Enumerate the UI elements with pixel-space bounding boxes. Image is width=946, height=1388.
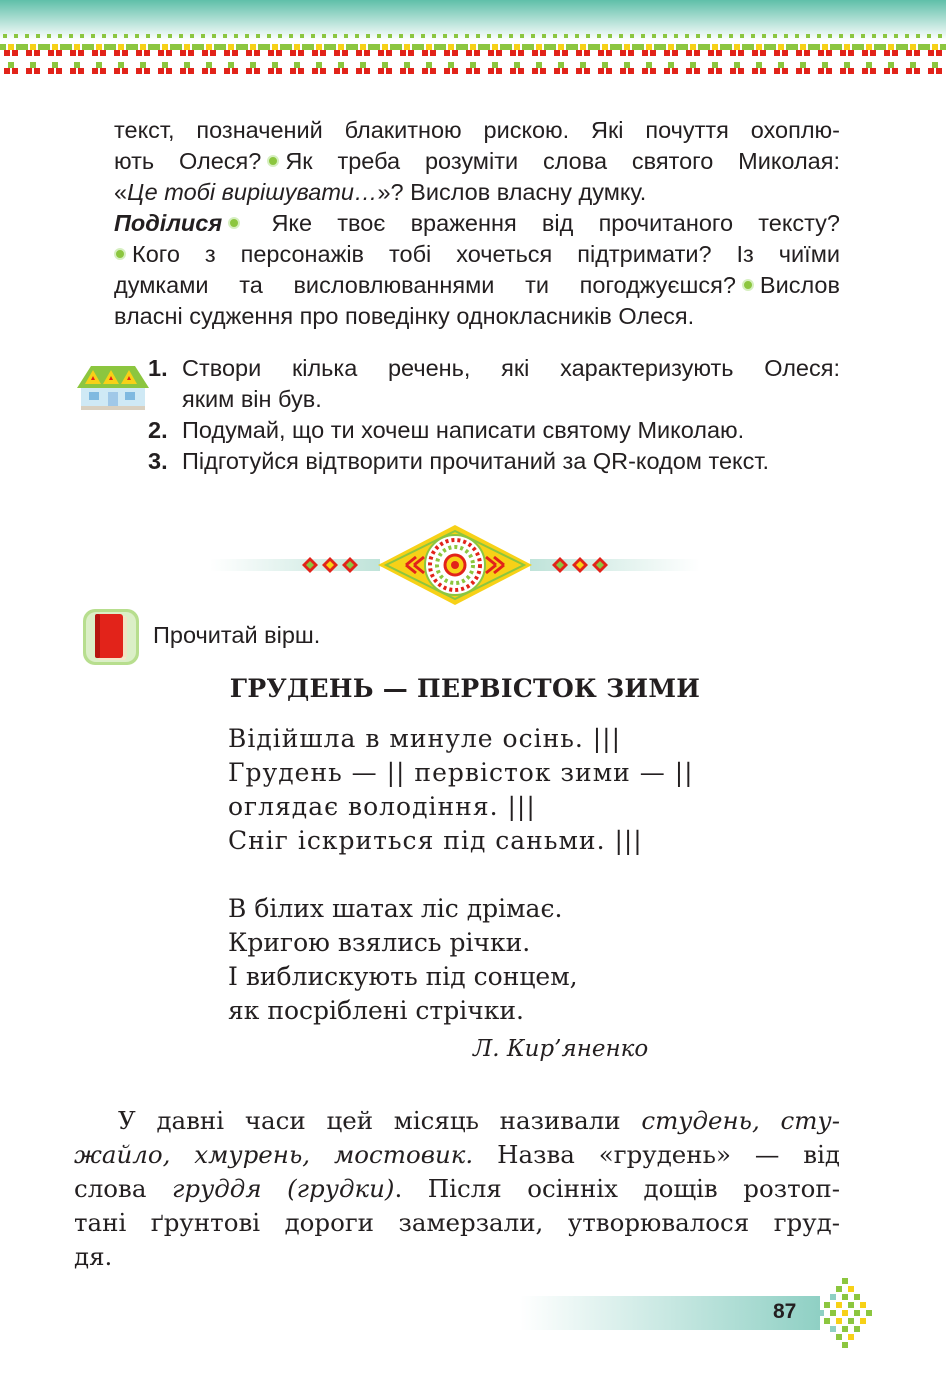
poem-title: ГРУДЕНЬ — ПЕРВІСТОК ЗИМИ	[229, 674, 701, 703]
bullet-dot-icon	[267, 155, 279, 167]
bullet-dot-icon	[742, 279, 754, 291]
poem-stanza	[228, 892, 694, 1028]
share-line: Поділися Яке твоє враження від прочитаного тексту?	[114, 210, 840, 236]
poem-line: Грудень — || первісток зими — ||	[228, 758, 694, 787]
poem-line: І виблискують під сонцем,	[228, 962, 578, 991]
share-line: власні судження про поведінку однокласників Олеся.	[114, 303, 695, 329]
task-item: 1. Створи кілька речень, які характеризують Олеся: яким він був.	[148, 355, 840, 412]
poem-line: Відійшла в минуле осінь. |||	[228, 724, 622, 753]
read-instruction: Прочитай вірш.	[153, 622, 321, 648]
poem	[228, 722, 694, 1028]
poem-line: В білих шатах ліс дрімає.	[228, 894, 563, 923]
poem-line: Сніг іскриться під саньми. |||	[228, 826, 643, 855]
share-line: Кого з персонажів тобі хочеться підтримати? Із чиїми	[114, 239, 840, 270]
ornament-divider	[210, 523, 700, 607]
question-line: «Це тобі вирішувати…»? Вислов власну думку.	[114, 179, 647, 205]
embroidery-border-top	[0, 0, 946, 88]
corner-ornament	[812, 1276, 878, 1352]
book-icon	[82, 608, 140, 666]
paragraph-line: дя.	[74, 1242, 113, 1271]
question-line: ють Олеся? Як треба розуміти слова святого Миколая:	[114, 148, 840, 174]
page-number: 87	[773, 1300, 797, 1323]
share-label: Поділися	[114, 210, 223, 236]
paragraph-line: тані ґрунтові дороги замерзали, утворювалося груд-	[74, 1208, 840, 1237]
paragraph-line: жайло, хмурень, мостовик. Назва «грудень» — від	[74, 1140, 840, 1169]
paragraph-line: У давні часи цей місяць називали студень, сту-	[118, 1106, 840, 1135]
poem-line: як посріблені стрічки.	[228, 996, 524, 1025]
poem-stanza	[228, 722, 694, 858]
poem-author: Л. Кир’яненко	[473, 1036, 649, 1062]
paragraph-line: слова груддя (грудки). Після осінніх дощів розтоп-	[74, 1174, 840, 1203]
bullet-dot-icon	[228, 217, 240, 229]
house-icon	[75, 362, 151, 410]
task-item: 3. Підготуйся відтворити прочитаний за QR-кодом текст.	[148, 448, 770, 474]
task-item: 2. Подумай, що ти хочеш написати святому Миколаю.	[148, 417, 745, 443]
questions-block	[114, 115, 840, 332]
bullet-dot-icon	[114, 248, 126, 260]
share-line: думками та висловлюваннями ти погоджуєшся? Вислов	[114, 272, 840, 298]
task-list	[148, 353, 840, 477]
question-line: текст, позначений блакитною рискою. Які почуття охоплю-	[114, 117, 840, 143]
poem-line: оглядає володіння. |||	[228, 792, 536, 821]
info-paragraph	[74, 1104, 840, 1274]
poem-line: Кригою взялись річки.	[228, 928, 531, 957]
